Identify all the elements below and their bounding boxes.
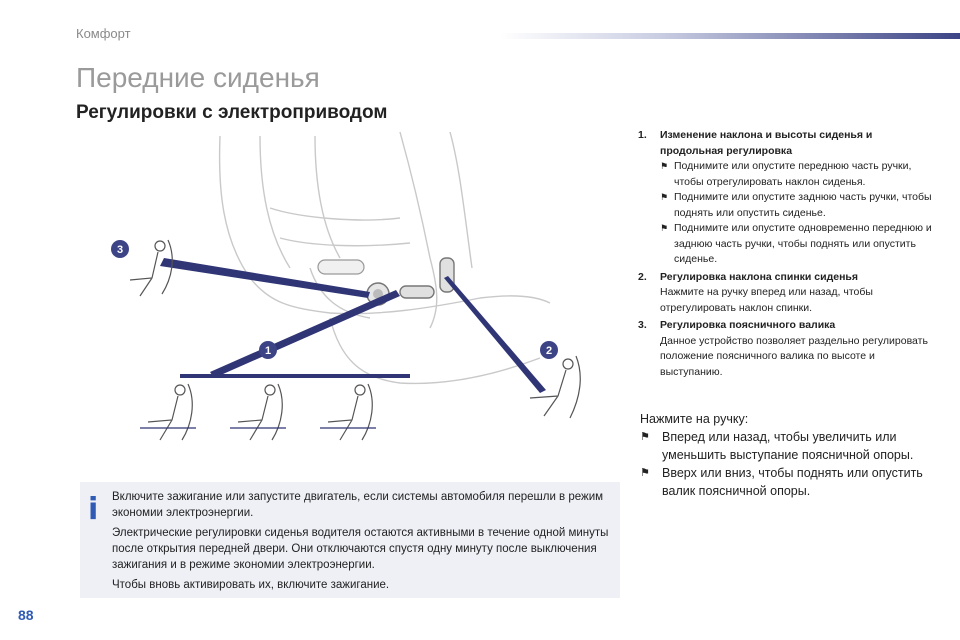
list-item: ⚑ Вверх или вниз, чтобы поднять или опустить валик поясничной опоры. bbox=[640, 466, 923, 498]
list-item: ⚑ Вперед или назад, чтобы увеличить или уменьшить выступание поясничной опоры. bbox=[640, 430, 914, 462]
svg-text:3: 3 bbox=[116, 244, 124, 256]
notes-intro: Нажмите на ручку: bbox=[640, 412, 749, 426]
callout-1 bbox=[259, 341, 277, 359]
arrow-bullet-icon: ⚑ bbox=[660, 161, 669, 171]
list-item: ⚑ Поднимите или опустите заднюю часть ручки, чтобы поднять или опустить сиденье. bbox=[660, 190, 938, 221]
seat-switch bbox=[400, 286, 434, 298]
svg-text:1: 1 bbox=[264, 345, 272, 357]
figure-height bbox=[230, 384, 286, 440]
svg-text:2: 2 bbox=[545, 345, 553, 357]
instruction-1: 1. Изменение наклона и высоты сиденья и продольная регулировка ⚑ Поднимите или опустите переднюю часть ручки, чтобы отрегулировать наклон сиденья. ⚑ Поднимите или опустите заднюю часть ручки, чтобы поднять или опустить сиденье. ⚑ Поднимите или опустите одновременно переднюю и заднюю часть ручки, чтобы поднять или опустить сиденье. bbox=[638, 128, 938, 268]
instructions-list bbox=[638, 128, 938, 382]
header-bar bbox=[500, 33, 960, 39]
lumbar-notes bbox=[640, 410, 940, 500]
info-text: Включите зажигание или запустите двигатель, если системы автомобиля перешли в режим экономии электроэнергии. Электрические регулировки сиденья водителя остаются активными в течение одной минуты после открытия передней двери. Они отключаются спустя одну минуту после выключения зажигания и в режиме экономии электроэнергии. Чтобы вновь активировать их, включите зажигание. bbox=[112, 491, 609, 591]
section-label: Комфорт bbox=[76, 26, 131, 41]
callout-2 bbox=[540, 341, 558, 359]
page-subtitle: Регулировки с электроприводом bbox=[76, 102, 388, 123]
figure-slide bbox=[320, 384, 376, 440]
instruction-2: 2. Регулировка наклона спинки сиденья Нажмите на ручку вперед или назад, чтобы отрегулировать наклон спинки. bbox=[638, 270, 938, 317]
callout-lines bbox=[160, 258, 546, 393]
page-number: 88 bbox=[18, 607, 34, 623]
info-icon: i bbox=[88, 492, 99, 527]
arrow-bullet-icon: ⚑ bbox=[660, 223, 669, 233]
figure-tilt bbox=[140, 384, 196, 440]
arrow-bullet-icon: ⚑ bbox=[640, 431, 650, 443]
instruction-title: Регулировка поясничного валика bbox=[660, 319, 836, 331]
arrow-bullet-icon: ⚑ bbox=[640, 467, 650, 479]
instruction-title: Изменение наклона и высоты сиденья и продольная регулировка bbox=[660, 129, 873, 157]
door-handle bbox=[318, 260, 364, 274]
list-item: ⚑ Поднимите или опустите одновременно переднюю и заднюю часть ручки, чтобы поднять или опустить сиденье. bbox=[660, 221, 938, 268]
instruction-title: Регулировка наклона спинки сиденья bbox=[660, 270, 859, 283]
instruction-3: 3. Регулировка поясничного валика Данное устройство позволяет раздельно регулировать положение поясничного валика по высоте и выступанию. bbox=[638, 318, 938, 380]
callout-3 bbox=[111, 240, 129, 258]
list-item: ⚑ Поднимите или опустите переднюю часть ручки, чтобы отрегулировать наклон сиденья. bbox=[660, 159, 938, 190]
seat-illustration bbox=[100, 128, 620, 468]
figure-lumbar bbox=[130, 240, 172, 296]
page-title: Передние сиденья bbox=[76, 62, 320, 93]
arrow-bullet-icon: ⚑ bbox=[660, 192, 669, 202]
